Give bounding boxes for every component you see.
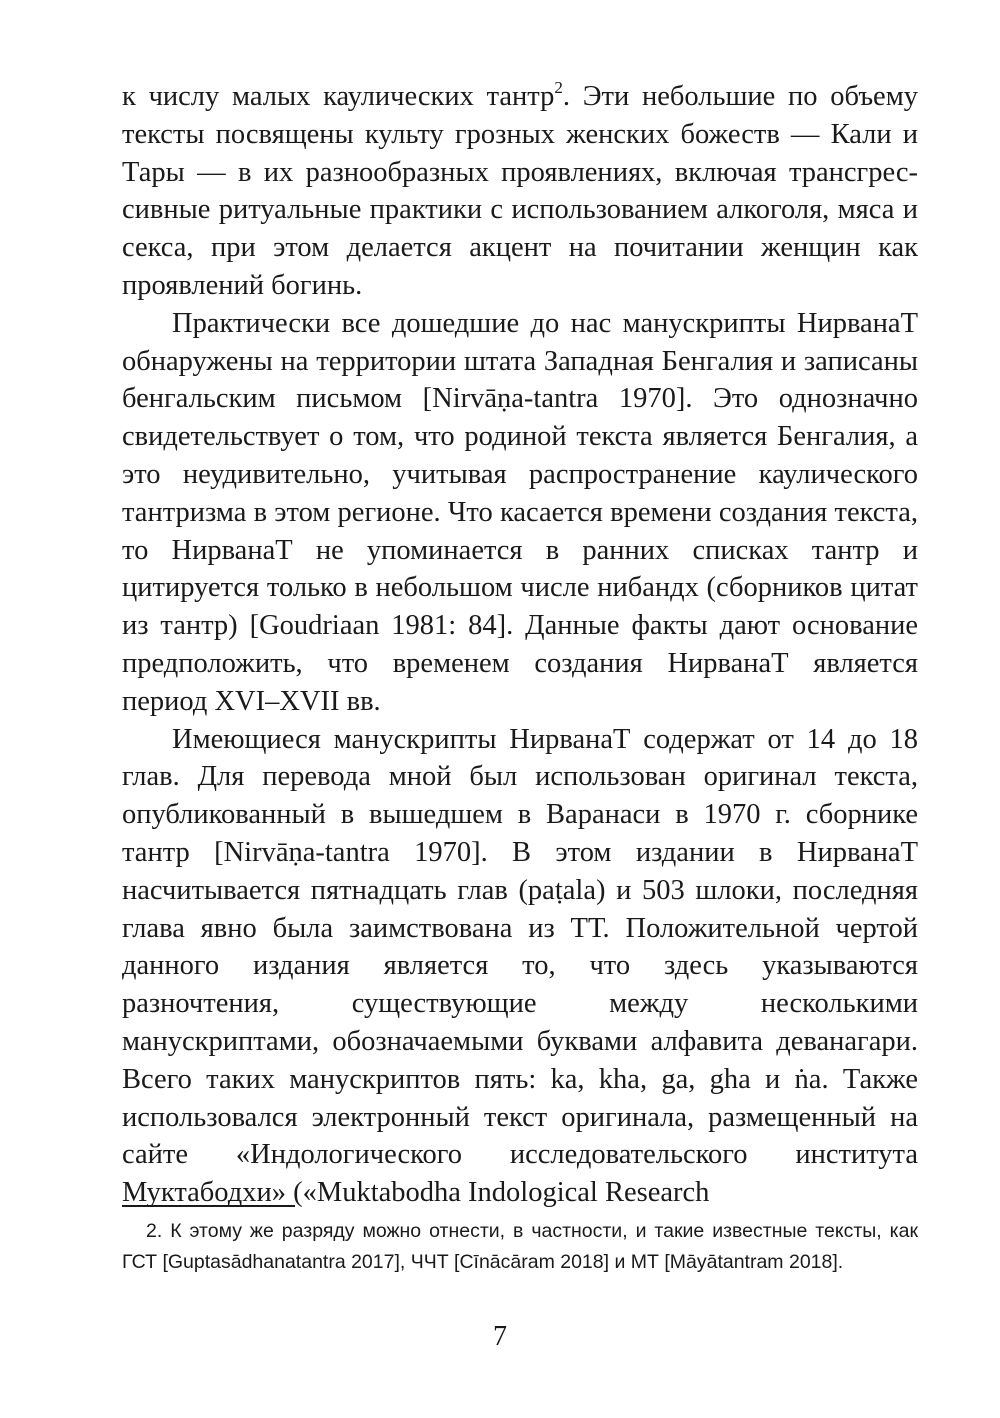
footnote: 2. К этому же разряду можно отнести, в частности, и такие известные тексты, как ГСТ [Guptasādhanatantra 2017], ЧЧТ [Cīnācāram 2018] и МТ [Māyātantram 2018]. [122,1220,918,1273]
paragraph-1-rest: . Эти небольшие по объему тексты посвящены культу грозных женских божеств — Кали и Тары — в их разнообразных проявлениях, включая трансгрессивные ритуальные практики с использованием алкоголя, мяса и секса, при этом делается акцент на почитании женщин как проявлений богинь. [122,81,918,301]
page-number: 7 [493,1321,507,1352]
paragraph-1-start: к числу малых каулических тантр [122,81,555,112]
paragraph-2: Практически все дошедшие до нас манускрипты НирванаТ обнаружены на территории штата Западная Бенгалия и записаны бенгальским письмом [Nirvāṇa-tantra 1970]. Это однозначно свидетельствует о том, что родиной текста является Бенгалия, а это неудивительно, учитывая распространение каулического тантризма в этом регионе. Что касается времени создания текста, то НирванаТ не упоминается в ранних списках тантр и цитируется только в небольшом числе нибандх (сборников цитат из тантр) [Goudriaan 1981: 84]. Данные факты дают основание предположить, что временем создания НирванаТ является период XVI–XVII вв. [122,307,918,717]
paragraph-3: Имеющиеся манускрипты НирванаТ содержат от 14 до 18 глав. Для перевода мной был использован оригинал текста, опубликованный в вышедшем в Варанаси в 1970 г. сборнике тантр [Nirvāṇa-tantra 1970]. В этом издании в НирванаТ насчитывается пятнадцать глав (paṭala) и 503 шлоки, последняя глава явно была заимствована из ТТ. Положительной чертой данного издания является то, что здесь указываются разночтения, существующие между несколькими манускриптами, обозначаемыми буквами алфавита деванагари. Всего таких манускриптов пять: ka, kha, ga, gha и ṅa. Также использовался электронный текст оригинала, размещенный на сайте «Индологического исследовательского института Муктабодхи» («Muktabodha Indological Research [122,723,918,1209]
footnote-reference[interactable]: 2 [554,78,563,98]
main-text [122,78,918,1212]
footnote-separator [122,1205,295,1207]
paragraph-1 [122,78,918,305]
